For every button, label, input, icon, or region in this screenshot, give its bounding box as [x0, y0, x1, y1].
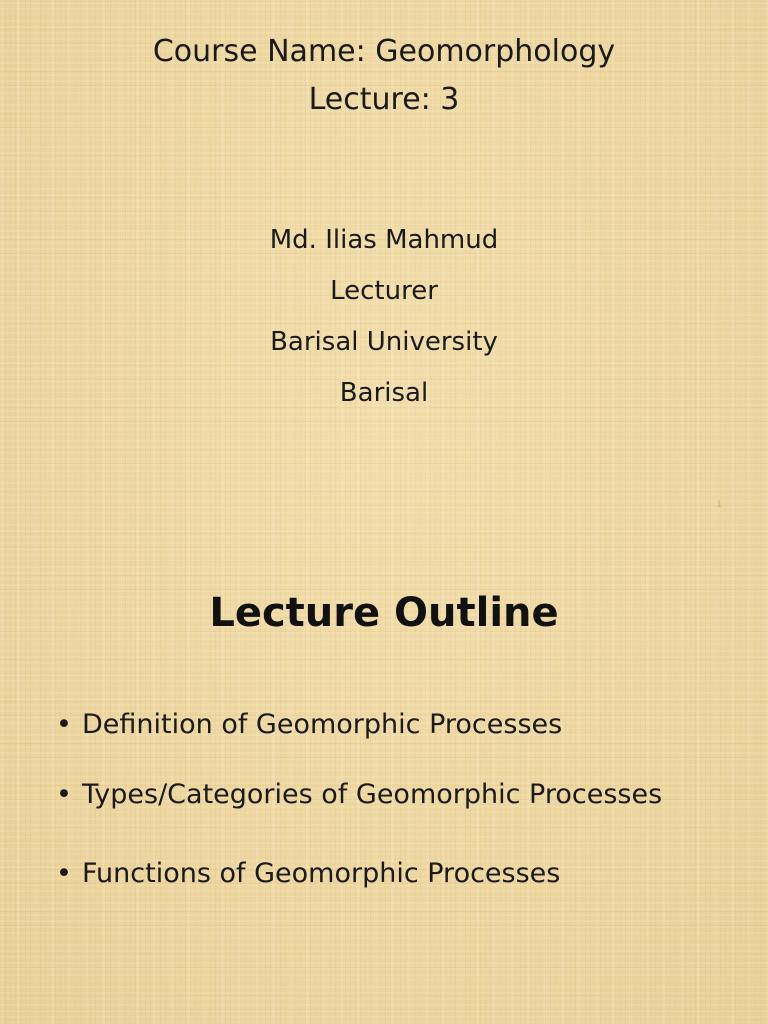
outline-list [56, 710, 662, 889]
list-item: • Functions of Geomorphic Processes [56, 859, 662, 889]
author-city: Barisal [339, 378, 429, 408]
author-block [0, 215, 768, 419]
author-university: Barisal University [270, 327, 498, 357]
author-name: Md. Ilias Mahmud [269, 225, 499, 255]
course-name: Course Name: Geomorphology [152, 34, 616, 69]
slide-number: 1 [716, 500, 722, 510]
list-item: • Types/Categories of Geomorphic Processes [56, 780, 662, 810]
title-block [0, 28, 768, 124]
lecture-number: Lecture: 3 [308, 82, 460, 117]
outline-slide [0, 512, 768, 1024]
list-item: • Definition of Geomorphic Processes [56, 710, 662, 740]
outline-heading: Lecture Outline [209, 590, 559, 636]
author-position: Lecturer [330, 276, 438, 306]
